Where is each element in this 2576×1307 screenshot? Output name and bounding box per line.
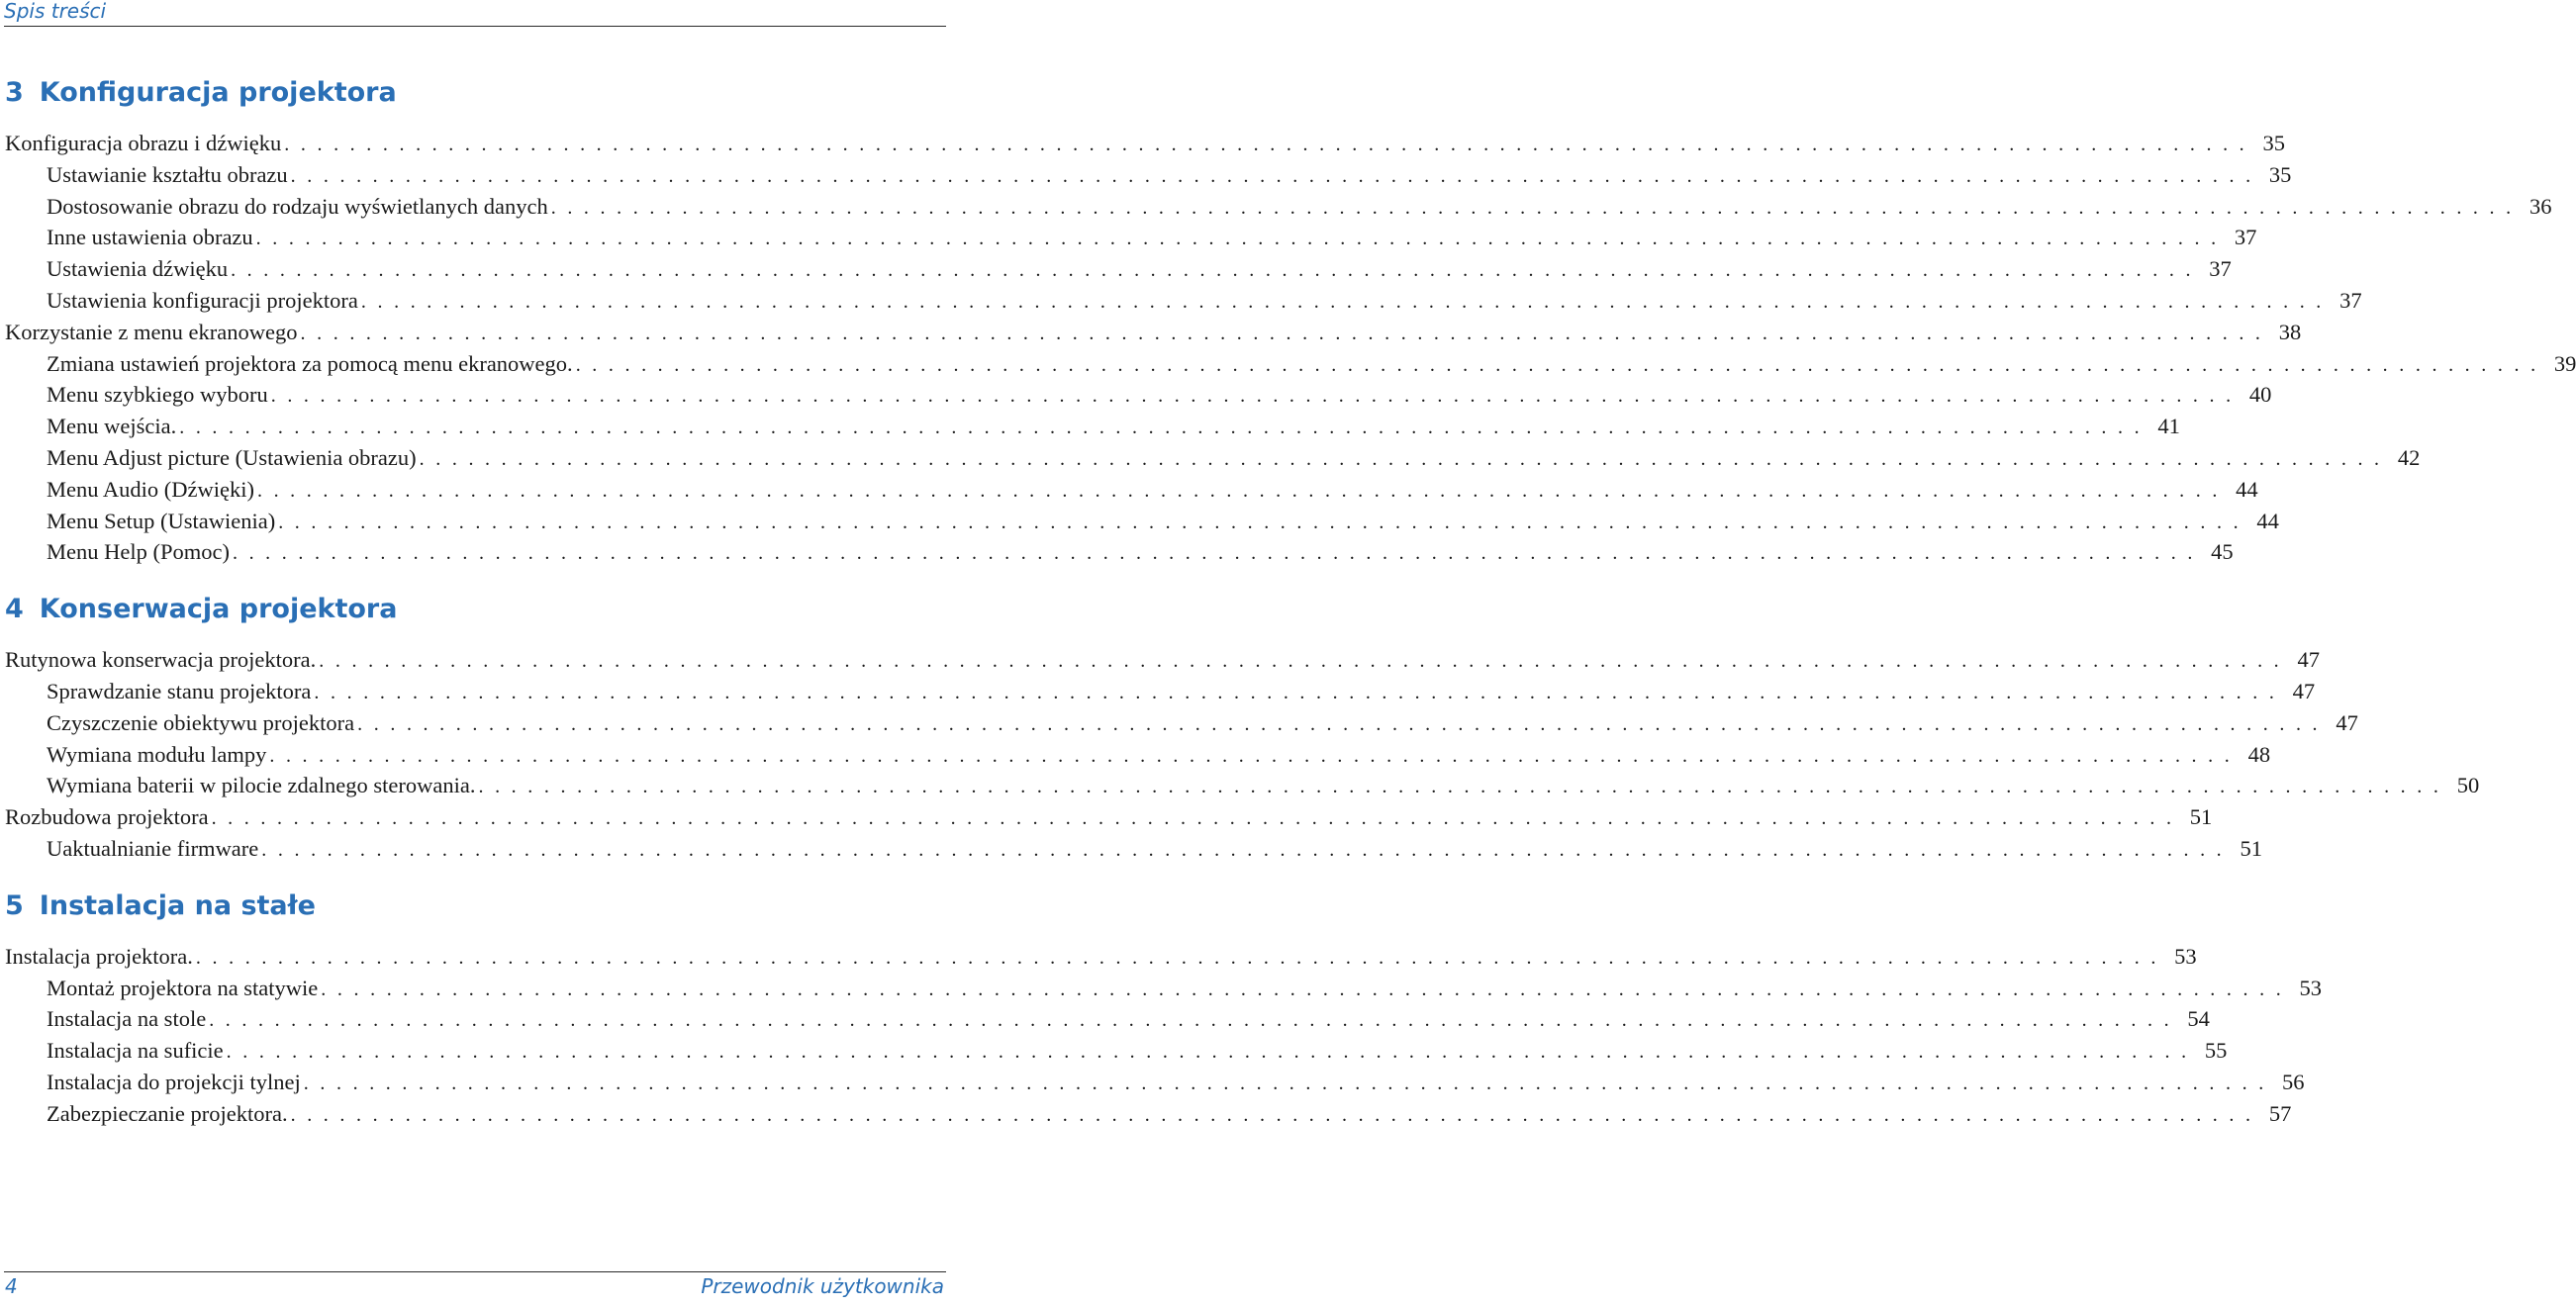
toc-entry-title: Instalacja na stole [47, 1006, 207, 1032]
toc-entry[interactable] [5, 223, 2257, 254]
toc-entry-title: Zabezpieczanie projektora. [47, 1100, 288, 1126]
toc-entry-title: Uaktualnianie firmware [47, 835, 259, 861]
toc-entry[interactable] [5, 1004, 2210, 1036]
toc-entry-page: 37 [2234, 225, 2257, 250]
footer-rule [4, 1271, 946, 1272]
toc-entry[interactable] [5, 443, 2421, 475]
dot-leader: . . . . . . . . . . . . . . . . . . . . . . . . . . . . . . . . . . . . . . . . . . . . . . . . . . . . . . . . . . . . . . . . . . . . . . . . . . . . . . . . . . . . . . . . . . . . . . . . . . . . . . . . . . . . . . . . . . . . . . . . [321, 978, 2284, 1000]
dot-leader: . . . . . . . . . . . . . . . . . . . . . . . . . . . . . . . . . . . . . . . . . . . . . . . . . . . . . . . . . . . . . . . . . . . . . . . . . . . . . . . . . . . . . . . . . . . . . . . . . . . . . . . . . . . . . . . . . . . . . . . . [179, 417, 2143, 439]
dot-leader: . . . . . . . . . . . . . . . . . . . . . . . . . . . . . . . . . . . . . . . . . . . . . . . . . . . . . . . . . . . . . . . . . . . . . . . . . . . . . . . . . . . . . . . . . . . . . . . . . . . . . . . . . . . . . . . . . . . . . . . . [319, 650, 2282, 673]
toc-entry-page: 51 [2189, 804, 2213, 830]
dot-leader: . . . . . . . . . . . . . . . . . . . . . . . . . . . . . . . . . . . . . . . . . . . . . . . . . . . . . . . . . . . . . . . . . . . . . . . . . . . . . . . . . . . . . . . . . . . . . . . . . . . . . . . . . . . . . . . . . . . . . . . . [211, 807, 2175, 830]
toc-entry-title: Instalacja projektora. [5, 943, 193, 969]
toc-entry-title: Menu Help (Pomoc) [47, 539, 230, 565]
toc-entry[interactable] [5, 318, 2302, 349]
toc-entry[interactable] [5, 942, 2197, 974]
toc-entry-page: 56 [2282, 1069, 2305, 1094]
toc-entry[interactable] [5, 412, 2180, 443]
toc-entry[interactable] [5, 192, 2552, 224]
table-of-contents [5, 75, 2576, 1154]
toc-entry-page: 37 [2339, 287, 2362, 313]
dot-leader: . . . . . . . . . . . . . . . . . . . . . . . . . . . . . . . . . . . . . . . . . . . . . . . . . . . . . . . . . . . . . . . . . . . . . . . . . . . . . . . . . . . . . . . . . . . . . . . . . . . . . . . . . . . . . . . . . . . . . . . . [270, 385, 2235, 408]
footer-page-number: 4 [5, 1274, 18, 1298]
footer-guide-name: Przewodnik użytkownika [701, 1274, 944, 1298]
toc-entry-page: 35 [2268, 161, 2292, 187]
dot-leader: . . . . . . . . . . . . . . . . . . . . . . . . . . . . . . . . . . . . . . . . . . . . . . . . . . . . . . . . . . . . . . . . . . . . . . . . . . . . . . . . . . . . . . . . . . . . . . . . . . . . . . . . . . . . . . . . . . . . . . . . [357, 712, 2321, 735]
running-header-title: Spis treści [4, 0, 107, 23]
chapter-title: Konserwacja projektora [39, 594, 398, 625]
toc-entry-title: Ustawienia dźwięku [47, 256, 229, 282]
chapter-title: Instalacja na stałe [39, 889, 316, 921]
toc-entry-page: 39 [2553, 350, 2576, 376]
chapter-heading[interactable] [5, 75, 942, 111]
toc-entry[interactable] [5, 254, 2232, 286]
toc-entry-title: Menu wejścia. [47, 414, 177, 439]
toc-entry-title: Inne ustawienia obrazu [47, 225, 253, 250]
toc-entry-title: Menu Audio (Dźwięki) [47, 476, 254, 502]
dot-leader: . . . . . . . . . . . . . . . . . . . . . . . . . . . . . . . . . . . . . . . . . . . . . . . . . . . . . . . . . . . . . . . . . . . . . . . . . . . . . . . . . . . . . . . . . . . . . . . . . . . . . . . . . . . . . . . . . . . . . . . . [195, 946, 2159, 969]
toc-entry-page: 36 [2528, 193, 2552, 219]
toc-entry-page: 40 [2248, 382, 2272, 408]
toc-entry-page: 53 [2299, 975, 2322, 1000]
toc-entry-page: 48 [2247, 741, 2271, 767]
chapter-number: 5 [5, 889, 24, 921]
toc-entry-title: Menu szybkiego wyboru [47, 382, 268, 408]
toc-entry-title: Rutynowa konserwacja projektora. [5, 647, 317, 673]
toc-entry-title: Ustawianie kształtu obrazu [47, 161, 288, 187]
toc-entry[interactable] [5, 380, 2272, 412]
toc-entry-page: 42 [2397, 444, 2421, 470]
toc-entry-list [5, 942, 2322, 1131]
toc-entry-title: Instalacja na suficie [47, 1038, 224, 1064]
dot-leader: . . . . . . . . . . . . . . . . . . . . . . . . . . . . . . . . . . . . . . . . . . . . . . . . . . . . . . . . . . . . . . . . . . . . . . . . . . . . . . . . . . . . . . . . . . . . . . . . . . . . . . . . . . . . . . . . . . . . . . . . [290, 1103, 2254, 1126]
toc-entry[interactable] [5, 1099, 2292, 1131]
chapter-number: 4 [5, 594, 24, 625]
toc-entry-title: Instalacja do projekcji tylnej [47, 1069, 301, 1094]
toc-entry[interactable] [5, 1068, 2305, 1099]
toc-entry[interactable] [5, 537, 2234, 569]
toc-entry-page: 57 [2268, 1100, 2292, 1126]
toc-entry[interactable] [5, 708, 2358, 740]
dot-leader: . . . . . . . . . . . . . . . . . . . . . . . . . . . . . . . . . . . . . . . . . . . . . . . . . . . . . . . . . . . . . . . . . . . . . . . . . . . . . . . . . . . . . . . . . . . . . . . . . . . . . . . . . . . . . . . . . . . . . . . . [303, 1072, 2267, 1094]
toc-entry-title: Montaż projektora na statywie [47, 975, 319, 1000]
toc-entry-list [5, 645, 2480, 866]
chapter-number: 3 [5, 77, 24, 108]
toc-entry[interactable] [5, 349, 2576, 381]
toc-entry-page: 44 [2256, 508, 2279, 533]
toc-entry-title: Rozbudowa projektora [5, 804, 209, 830]
dot-leader: . . . . . . . . . . . . . . . . . . . . . . . . . . . . . . . . . . . . . . . . . . . . . . . . . . . . . . . . . . . . . . . . . . . . . . . . . . . . . . . . . . . . . . . . . . . . . . . . . . . . . . . . . . . . . . . . . . . . . . . . [232, 542, 2196, 565]
header-rule [4, 26, 946, 27]
toc-entry[interactable] [5, 475, 2258, 507]
dot-leader: . . . . . . . . . . . . . . . . . . . . . . . . . . . . . . . . . . . . . . . . . . . . . . . . . . . . . . . . . . . . . . . . . . . . . . . . . . . . . . . . . . . . . . . . . . . . . . . . . . . . . . . . . . . . . . . . . . . . . . . . [261, 838, 2225, 861]
toc-entry[interactable] [5, 129, 2285, 160]
dot-leader: . . . . . . . . . . . . . . . . . . . . . . . . . . . . . . . . . . . . . . . . . . . . . . . . . . . . . . . . . . . . . . . . . . . . . . . . . . . . . . . . . . . . . . . . . . . . . . . . . . . . . . . . . . . . . . . . . . . . . . . . [255, 228, 2220, 250]
toc-entry-title: Wymiana modułu lampy [47, 741, 267, 767]
toc-entry-page: 37 [2209, 256, 2232, 282]
toc-entry-page: 50 [2456, 773, 2480, 798]
dot-leader: . . . . . . . . . . . . . . . . . . . . . . . . . . . . . . . . . . . . . . . . . . . . . . . . . . . . . . . . . . . . . . . . . . . . . . . . . . . . . . . . . . . . . . . . . . . . . . . . . . . . . . . . . . . . . . . . . . . . . . . . [300, 322, 2264, 344]
toc-entry-title: Menu Adjust picture (Ustawienia obrazu) [47, 444, 417, 470]
chapter-title: Konfiguracja projektora [39, 77, 397, 108]
toc-entry-page: 53 [2174, 943, 2197, 969]
dot-leader: . . . . . . . . . . . . . . . . . . . . . . . . . . . . . . . . . . . . . . . . . . . . . . . . . . . . . . . . . . . . . . . . . . . . . . . . . . . . . . . . . . . . . . . . . . . . . . . . . . . . . . . . . . . . . . . . . . . . . . . . [478, 776, 2442, 798]
toc-entry-page: 35 [2262, 131, 2285, 155]
toc-entry-title: Korzystanie z menu ekranowego [5, 319, 298, 344]
chapter-heading[interactable] [5, 888, 942, 924]
toc-entry-title: Zmiana ustawień projektora za pomocą menu ekranowego. [47, 350, 573, 376]
toc-entry-page: 41 [2157, 414, 2180, 439]
toc-entry-list [5, 129, 2576, 569]
toc-entry[interactable] [5, 974, 2322, 1005]
toc-entry-page: 45 [2211, 539, 2234, 565]
toc-entry[interactable] [5, 645, 2320, 677]
toc-entry-page: 38 [2278, 319, 2302, 344]
dot-leader: . . . . . . . . . . . . . . . . . . . . . . . . . . . . . . . . . . . . . . . . . . . . . . . . . . . . . . . . . . . . . . . . . . . . . . . . . . . . . . . . . . . . . . . . . . . . . . . . . . . . . . . . . . . . . . . . . . . . . . . . [226, 1041, 2190, 1064]
toc-entry-title: Konfiguracja obrazu i dźwięku [5, 131, 282, 155]
toc-entry-page: 44 [2236, 476, 2258, 502]
toc-entry[interactable] [5, 677, 2316, 708]
dot-leader: . . . . . . . . . . . . . . . . . . . . . . . . . . . . . . . . . . . . . . . . . . . . . . . . . . . . . . . . . . . . . . . . . . . . . . . . . . . . . . . . . . . . . . . . . . . . . . . . . . . . . . . . . . . . . . . . . . . . . . . . [278, 511, 2242, 533]
toc-entry-page: 55 [2204, 1038, 2228, 1064]
dot-leader: . . . . . . . . . . . . . . . . . . . . . . . . . . . . . . . . . . . . . . . . . . . . . . . . . . . . . . . . . . . . . . . . . . . . . . . . . . . . . . . . . . . . . . . . . . . . . . . . . . . . . . . . . . . . . . . . . . . . . . . . [290, 164, 2254, 187]
toc-entry[interactable] [5, 286, 2362, 318]
toc-entry-title: Dostosowanie obrazu do rodzaju wyświetlanych danych [47, 193, 548, 219]
toc-entry-page: 47 [2292, 678, 2316, 703]
toc-entry-title: Wymiana baterii w pilocie zdalnego sterowania. [47, 773, 476, 798]
toc-entry-title: Czyszczenie obiektywu projektora [47, 709, 355, 735]
chapter-heading[interactable] [5, 592, 942, 627]
toc-entry[interactable] [5, 771, 2480, 802]
dot-leader: . . . . . . . . . . . . . . . . . . . . . . . . . . . . . . . . . . . . . . . . . . . . . . . . . . . . . . . . . . . . . . . . . . . . . . . . . . . . . . . . . . . . . . . . . . . . . . . . . . . . . . . . . . . . . . . . . . . . . . . . [256, 479, 2221, 502]
dot-leader: . . . . . . . . . . . . . . . . . . . . . . . . . . . . . . . . . . . . . . . . . . . . . . . . . . . . . . . . . . . . . . . . . . . . . . . . . . . . . . . . . . . . . . . . . . . . . . . . . . . . . . . . . . . . . . . . . . . . . . . . [231, 259, 2194, 282]
toc-entry[interactable] [5, 507, 2279, 538]
dot-leader: . . . . . . . . . . . . . . . . . . . . . . . . . . . . . . . . . . . . . . . . . . . . . . . . . . . . . . . . . . . . . . . . . . . . . . . . . . . . . . . . . . . . . . . . . . . . . . . . . . . . . . . . . . . . . . . . . . . . . . . . [419, 447, 2383, 470]
toc-entry-page: 47 [2297, 647, 2320, 673]
toc-entry[interactable] [5, 160, 2292, 192]
dot-leader: . . . . . . . . . . . . . . . . . . . . . . . . . . . . . . . . . . . . . . . . . . . . . . . . . . . . . . . . . . . . . . . . . . . . . . . . . . . . . . . . . . . . . . . . . . . . . . . . . . . . . . . . . . . . . . . . . . . . . . . . [269, 744, 2234, 767]
dot-leader: . . . . . . . . . . . . . . . . . . . . . . . . . . . . . . . . . . . . . . . . . . . . . . . . . . . . . . . . . . . . . . . . . . . . . . . . . . . . . . . . . . . . . . . . . . . . . . . . . . . . . . . . . . . . . . . . . . . . . . . . [575, 353, 2539, 376]
toc-entry-title: Ustawienia konfiguracji projektora [47, 287, 358, 313]
toc-entry[interactable] [5, 740, 2271, 772]
dot-leader: . . . . . . . . . . . . . . . . . . . . . . . . . . . . . . . . . . . . . . . . . . . . . . . . . . . . . . . . . . . . . . . . . . . . . . . . . . . . . . . . . . . . . . . . . . . . . . . . . . . . . . . . . . . . . . . . . . . . . . . . [284, 134, 2247, 155]
toc-entry-title: Menu Setup (Ustawienia) [47, 508, 276, 533]
toc-entry-page: 54 [2187, 1006, 2210, 1032]
toc-entry[interactable] [5, 834, 2262, 866]
toc-entry-page: 47 [2336, 709, 2358, 735]
toc-entry[interactable] [5, 802, 2213, 834]
toc-entry[interactable] [5, 1036, 2228, 1068]
dot-leader: . . . . . . . . . . . . . . . . . . . . . . . . . . . . . . . . . . . . . . . . . . . . . . . . . . . . . . . . . . . . . . . . . . . . . . . . . . . . . . . . . . . . . . . . . . . . . . . . . . . . . . . . . . . . . . . . . . . . . . . . [209, 1009, 2172, 1032]
dot-leader: . . . . . . . . . . . . . . . . . . . . . . . . . . . . . . . . . . . . . . . . . . . . . . . . . . . . . . . . . . . . . . . . . . . . . . . . . . . . . . . . . . . . . . . . . . . . . . . . . . . . . . . . . . . . . . . . . . . . . . . . [314, 681, 2278, 703]
toc-entry-title: Sprawdzanie stanu projektora [47, 678, 312, 703]
toc-entry-page: 51 [2240, 835, 2262, 861]
dot-leader: . . . . . . . . . . . . . . . . . . . . . . . . . . . . . . . . . . . . . . . . . . . . . . . . . . . . . . . . . . . . . . . . . . . . . . . . . . . . . . . . . . . . . . . . . . . . . . . . . . . . . . . . . . . . . . . . . . . . . . . . [550, 196, 2515, 219]
dot-leader: . . . . . . . . . . . . . . . . . . . . . . . . . . . . . . . . . . . . . . . . . . . . . . . . . . . . . . . . . . . . . . . . . . . . . . . . . . . . . . . . . . . . . . . . . . . . . . . . . . . . . . . . . . . . . . . . . . . . . . . . [360, 290, 2325, 313]
